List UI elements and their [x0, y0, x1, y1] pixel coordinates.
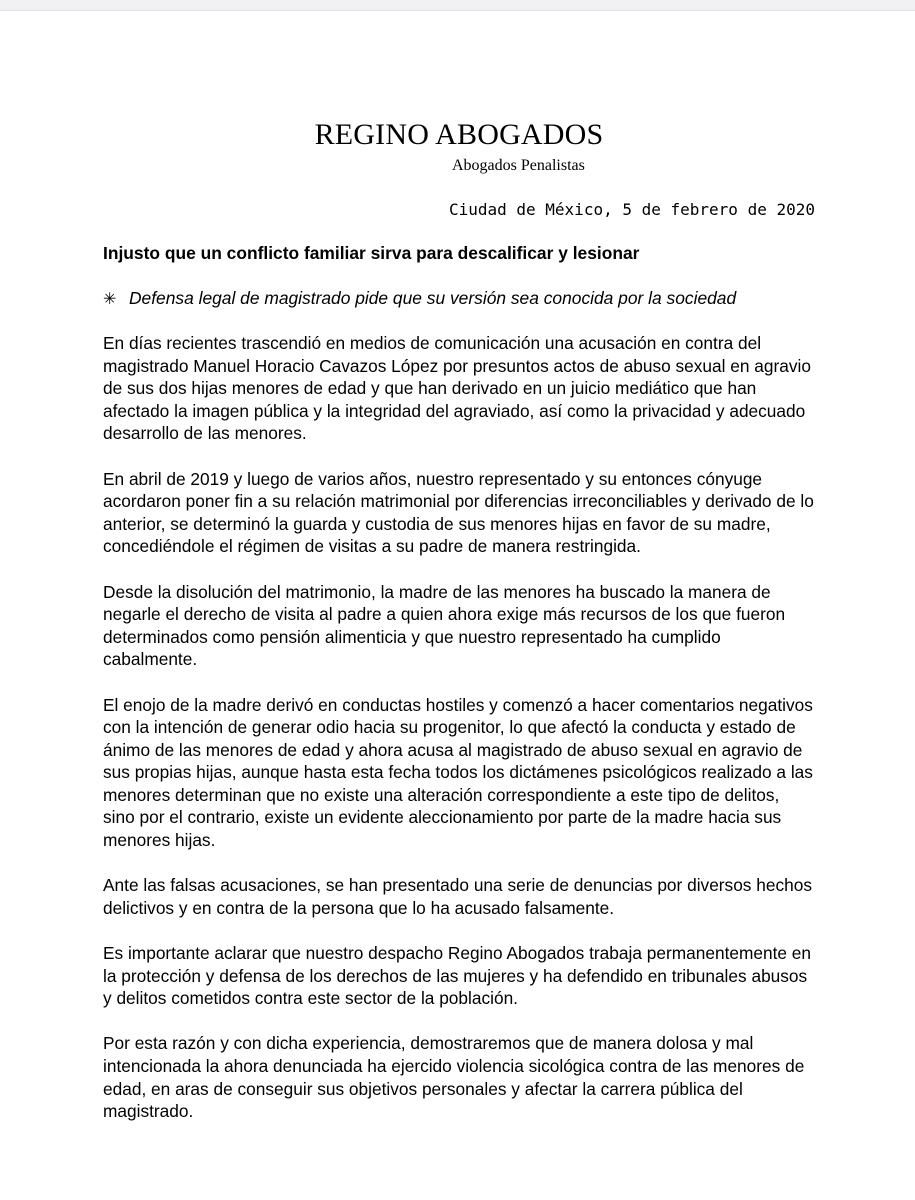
paragraph: En días recientes trascendió en medios de comunicación una acusación en contra del magistrado Manuel Horacio Cavazos López por presuntos actos de abuso sexual en agravio de sus dos hijas menores de edad y que han derivado en un juicio mediático que han afectado la imagen pública y la integridad del agraviado, así como la privacidad y adecuado desarrollo de las menores.: [103, 333, 811, 444]
press-release-headline: Injusto que un conflicto familiar sirva para descalificar y lesionar: [103, 243, 640, 263]
paragraph: Es importante aclarar que nuestro despacho Regino Abogados trabaja permanentemente en la protección y defensa de los derechos de las mujeres y ha defendido en tribunales abusos y delitos cometidos contra este sector de la población.: [103, 943, 812, 1009]
paragraph: Ante las falsas acusaciones, se han presentado una serie de denuncias por diversos hechos delictivos y en contra de la persona que lo ha acusado falsamente.: [103, 875, 812, 918]
paragraph: El enojo de la madre derivó en conductas hostiles y comenzó a hacer comentarios negativos con la intención de generar odio hacia su progenitor, lo que afectó la conducta y estado de ánimo de las menores de edad y ahora acusa al magistrado de abuso sexual en agravio de sus propias hijas, aunque hasta esta fecha todos los dictámenes psicológicos realizado a las menores determinan que no existe una alteración correspondiente a este tipo de delitos, sino por el contrario, existe un evidente aleccionamiento por parte de la madre hacia sus menores hijas.: [103, 694, 813, 851]
asterisk-bullet-icon: ✳: [103, 289, 117, 308]
body-text: [103, 332, 815, 1145]
letterhead-tagline: Abogados Penalistas: [452, 157, 585, 174]
subheadline-text: Defensa legal de magistrado pide que su versión sea conocida por la sociedad: [129, 288, 737, 308]
paragraph: Desde la disolución del matrimonio, la madre de las menores ha buscado la manera de negarle el derecho de visita al padre a quien ahora exige más recursos de los que fueron determinados como pensión alimenticia y que nuestro representado ha cumplido cabalmente.: [103, 581, 786, 670]
subheadline-bullet: [103, 288, 736, 309]
viewer-top-band: [0, 0, 915, 11]
letterhead-firm-name: REGINO ABOGADOS: [314, 118, 604, 151]
paragraph: En abril de 2019 y luego de varios años, nuestro representado y su entonces cónyuge acordaron poner fin a su relación matrimonial por diferencias irreconciliables y derivado de lo anterior, se determinó la guarda y custodia de sus menores hijas en favor de su madre, concediéndole el régimen de visitas a su padre de manera restringida.: [103, 468, 814, 557]
dateline: Ciudad de México, 5 de febrero de 2020: [448, 200, 815, 219]
paragraph: Por esta razón y con dicha experiencia, demostraremos que de manera dolosa y mal intencionada la ahora denunciada ha ejercido violencia sicológica contra de las menores de edad, en aras de conseguir sus objetivos personales y afectar la carrera pública del magistrado.: [103, 1033, 805, 1122]
